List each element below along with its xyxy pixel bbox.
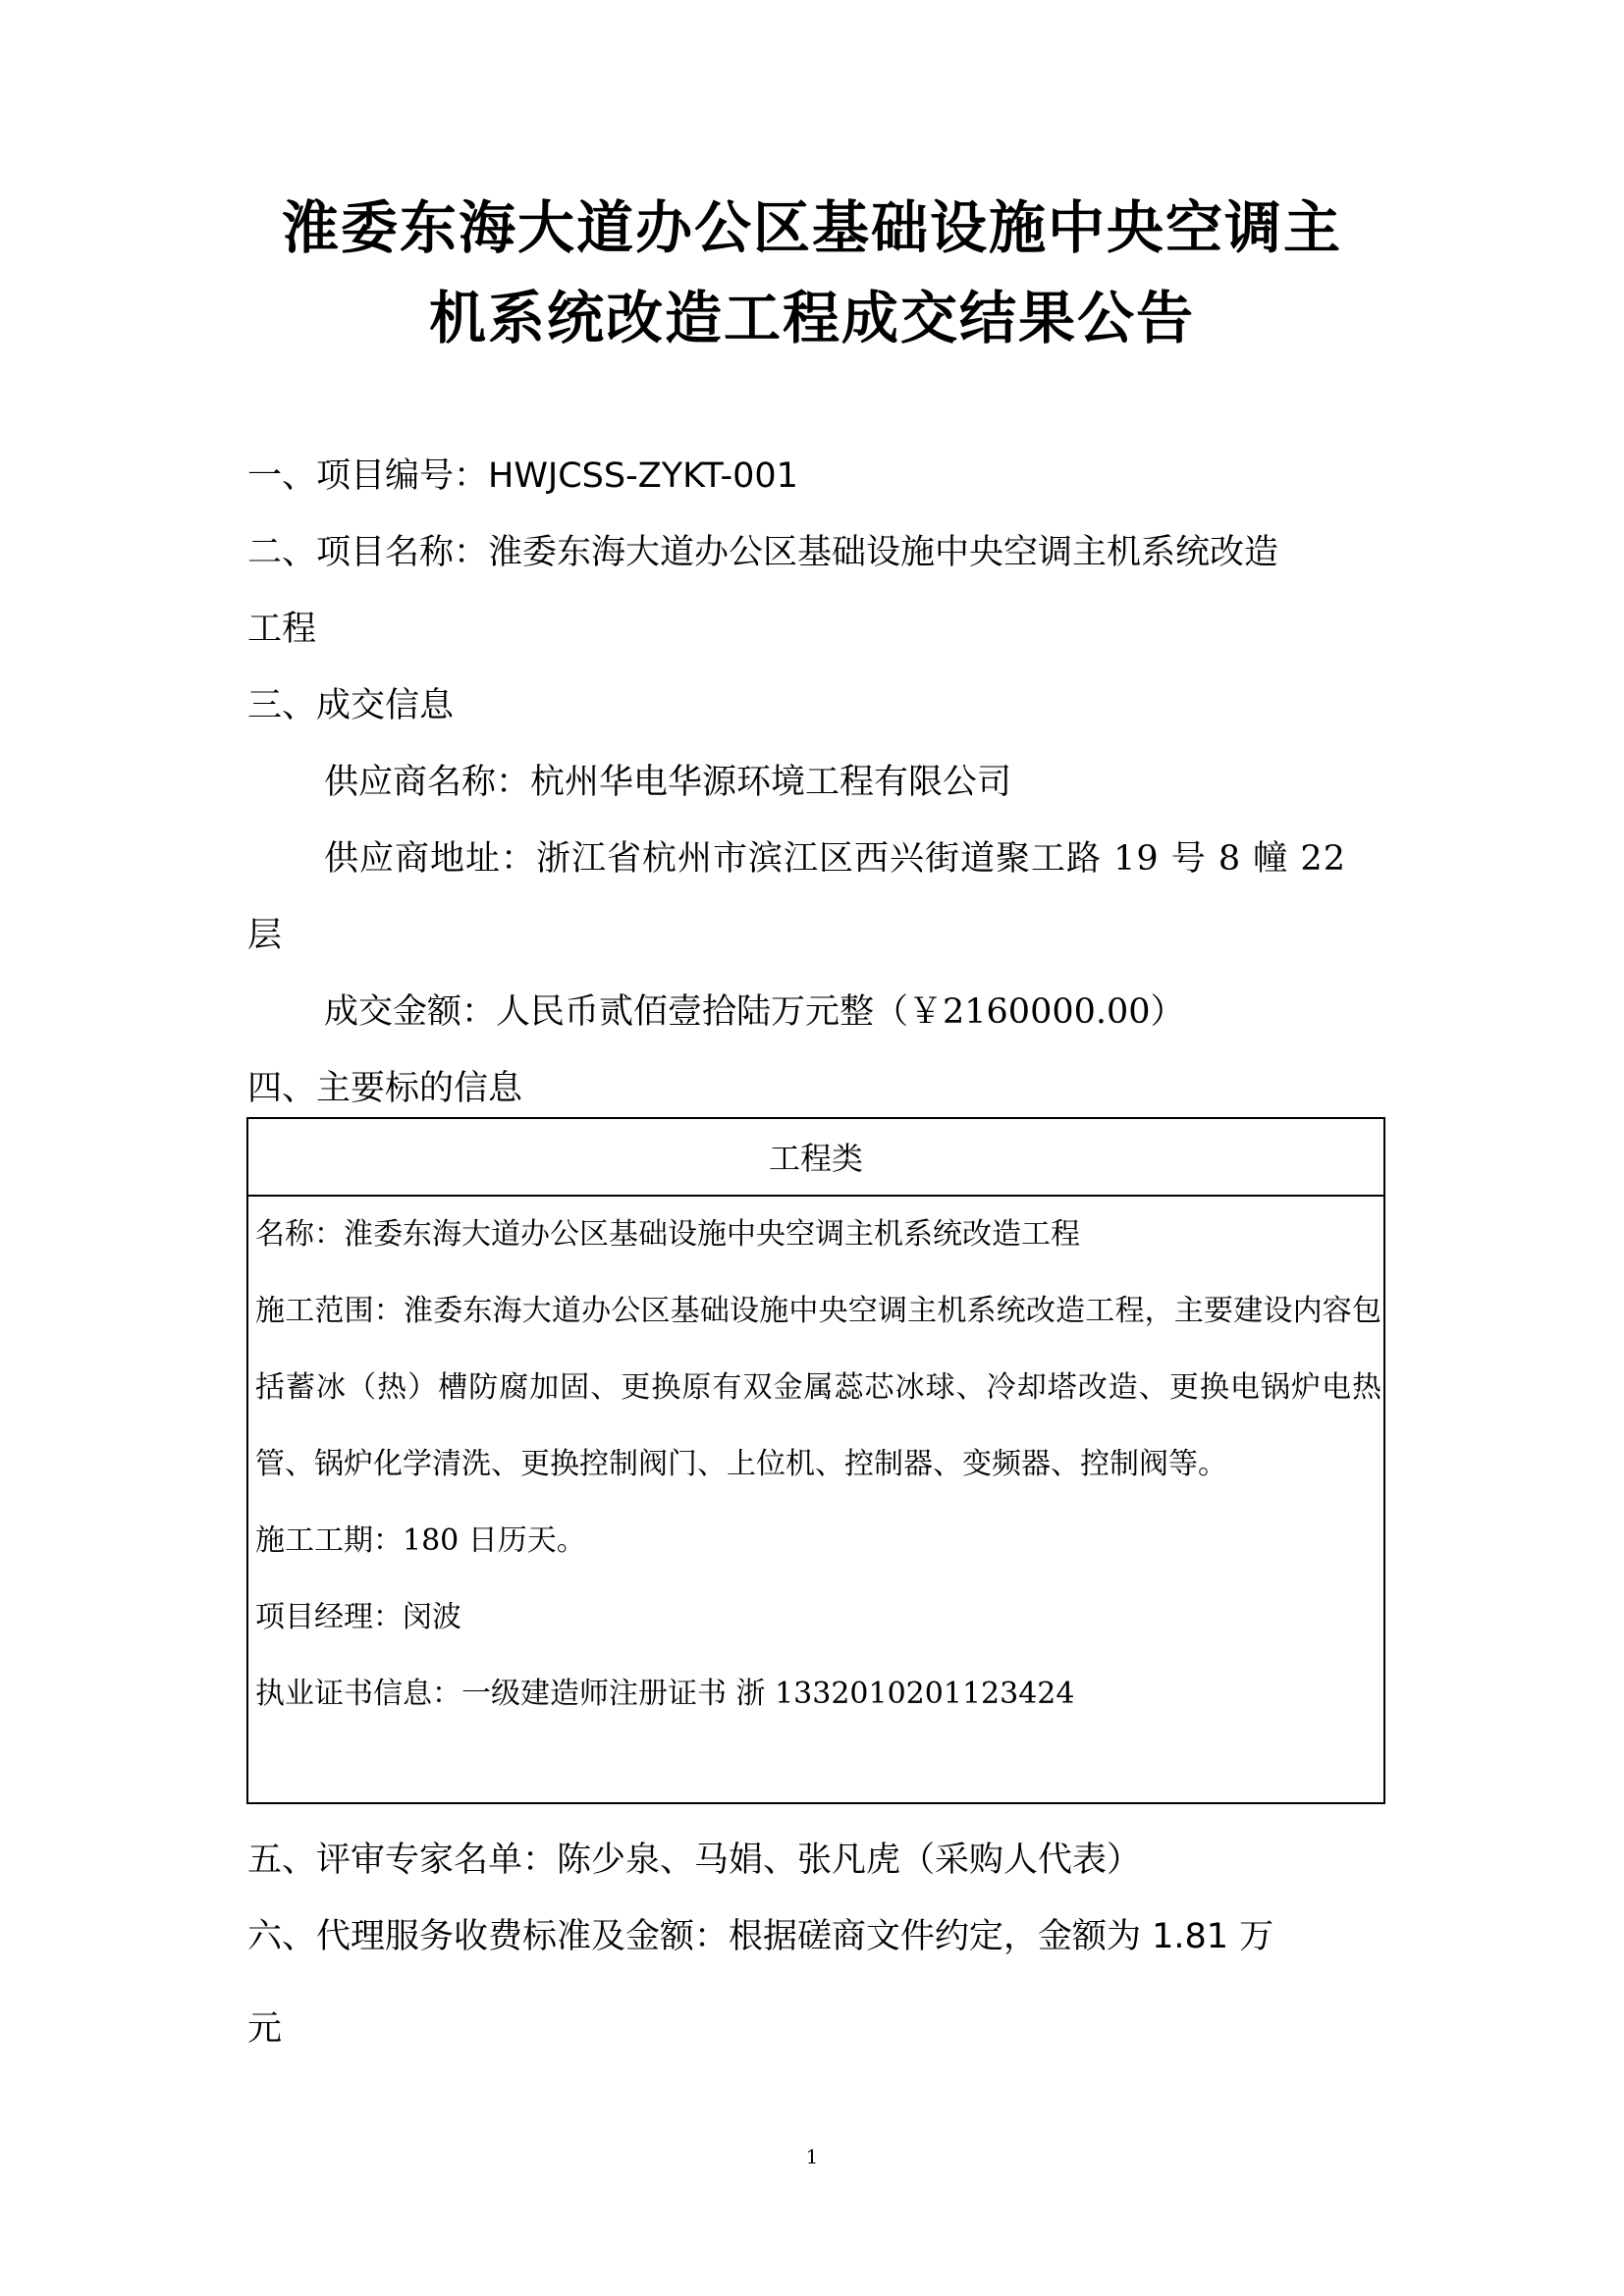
project-name-line-2: 工程 [247, 610, 317, 649]
table-row-name: 名称：淮委东海大道办公区基础设施中央空调主机系统改造工程 [255, 1217, 1080, 1252]
expert-list: 五、评审专家名单：陈少泉、马娟、张凡虎（采购人代表） [247, 1841, 1142, 1880]
page-title [196, 183, 1428, 363]
table-row-period: 施工工期：180 日历天。 [255, 1523, 586, 1558]
table-row-certificate: 执业证书信息：一级建造师注册证书 浙 1332010201123424 [255, 1677, 1075, 1711]
table-row-scope: 施工范围：淮委东海大道办公区基础设施中央空调主机系统改造工程，主要建设内容包括蓄冰（热）槽防腐加固、更换原有双金属蕊芯冰球、冷却塔改造、更换电锅炉电热管、锅炉化学清洗、更换控制阀门、上位机、控制器、变频器、控制阀等。 [255, 1294, 1381, 1481]
agency-fee-line-1: 六、代理服务收费标准及金额：根据磋商文件约定，金额为 1.81 万 [247, 1917, 1274, 1956]
title-line-1: 淮委东海大道办公区基础设施中央空调主 [281, 194, 1342, 261]
supplier-name: 供应商名称：杭州华电华源环境工程有限公司 [324, 763, 1012, 802]
page-number: 1 [805, 2145, 819, 2168]
table-body [248, 1197, 1383, 1733]
title-line-2: 机系统改造工程成交结果公告 [428, 285, 1195, 351]
subject-info-heading: 四、主要标的信息 [247, 1069, 523, 1108]
subject-info-table [246, 1117, 1385, 1804]
table-header: 工程类 [248, 1119, 1383, 1197]
table-row-manager: 项目经理：闵波 [255, 1600, 461, 1634]
deal-amount: 成交金额：人民币贰佰壹拾陆万元整（￥2160000.00） [324, 992, 1185, 1032]
deal-info-heading: 三、成交信息 [247, 686, 455, 725]
project-name-line-1: 二、项目名称：淮委东海大道办公区基础设施中央空调主机系统改造 [247, 533, 1279, 572]
supplier-address-line-1: 供应商地址：浙江省杭州市滨江区西兴街道聚工路 19 号 8 幢 22 [324, 839, 1346, 879]
supplier-address-line-2: 层 [247, 916, 283, 955]
agency-fee-line-2: 元 [247, 2009, 283, 2049]
project-number: 一、项目编号：HWJCSS-ZYKT-001 [247, 456, 798, 496]
